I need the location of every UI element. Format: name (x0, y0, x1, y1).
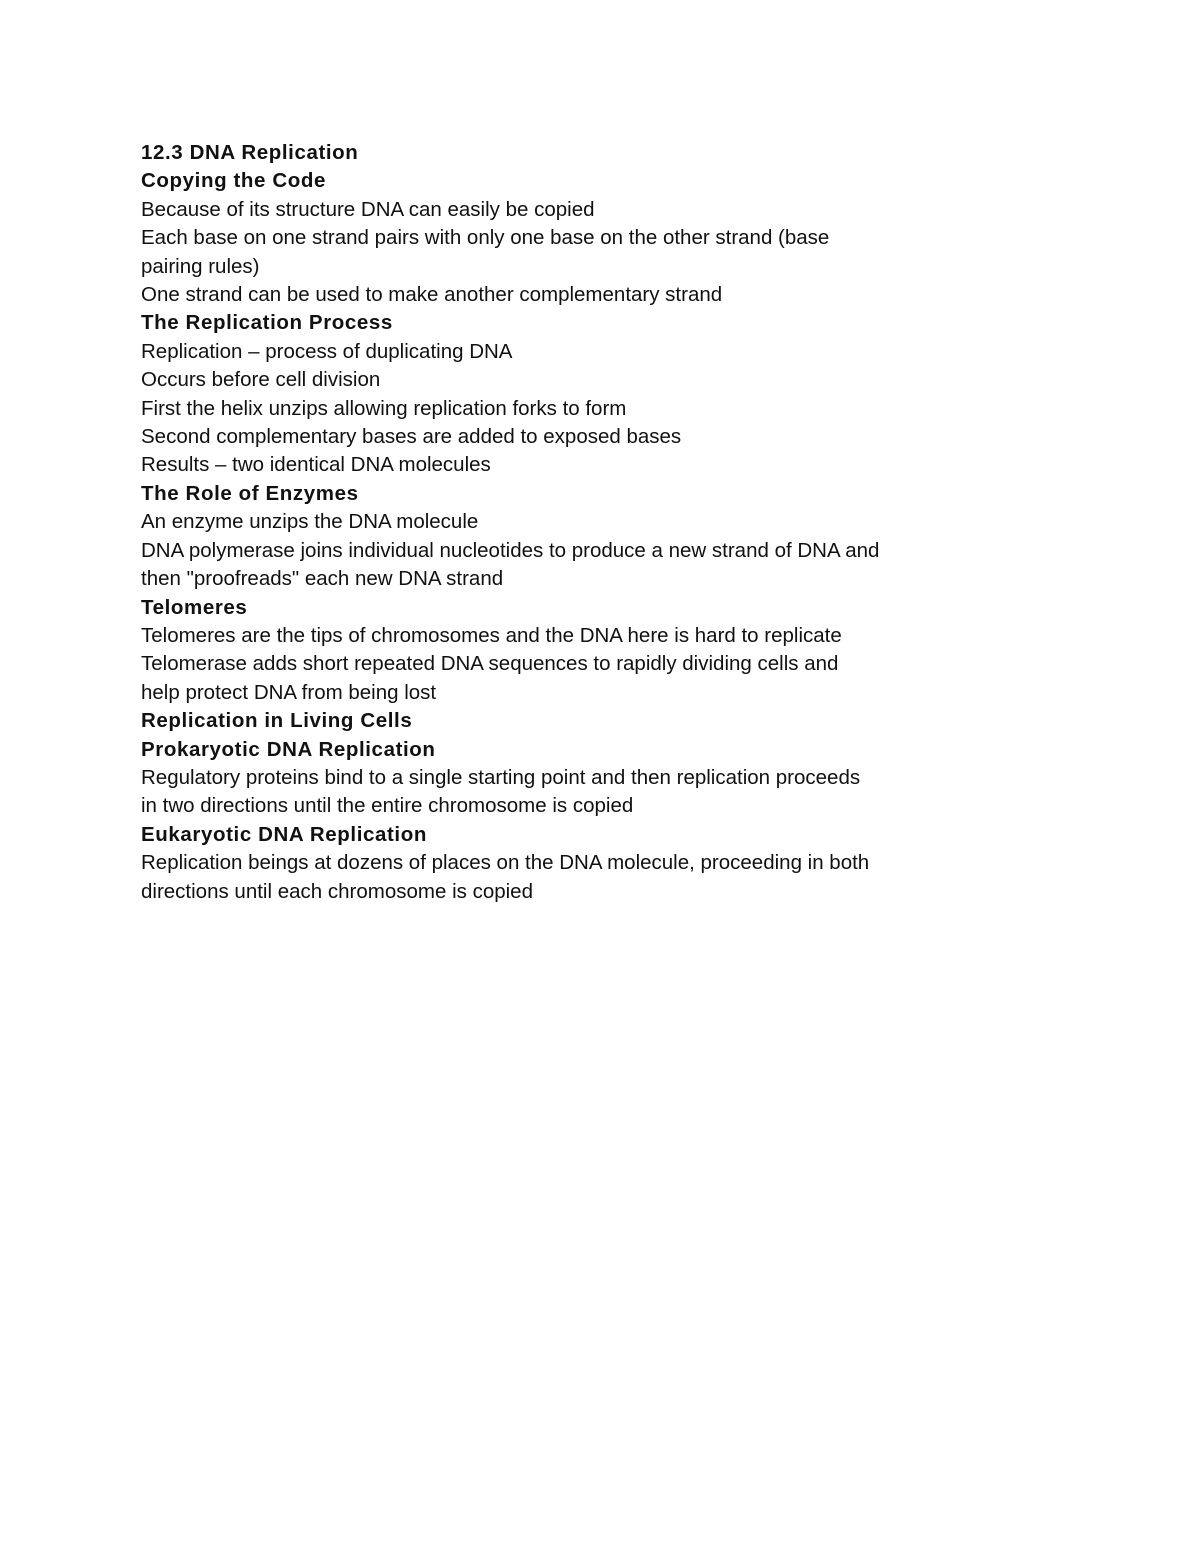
paragraph-line: Replication beings at dozens of places on the DNA molecule, proceeding in both directions until each chromosome is copied (141, 851, 870, 903)
section-heading: The Replication Process (141, 311, 393, 335)
section-heading: Telomeres (141, 595, 248, 619)
paragraph-line: Because of its structure DNA can easily be copied (141, 197, 595, 221)
paragraph-line: Telomeres are the tips of chromosomes and the DNA here is hard to replicate (141, 623, 842, 647)
paragraph-line: DNA polymerase joins individual nucleotides to produce a new strand of DNA and then "proofreads" each new DNA strand (141, 538, 880, 591)
paragraph-line: Telomerase adds short repeated DNA sequences to rapidly dividing cells and help protect DNA from being lost (141, 652, 839, 704)
document-title: 12.3 DNA Replication (141, 141, 359, 164)
paragraph-line: Second complementary bases are added to exposed bases (141, 425, 682, 449)
subsection-heading: Eukaryotic DNA Replication (141, 822, 427, 846)
paragraph-line: First the helix unzips allowing replication forks to form (141, 396, 627, 420)
document-body (141, 139, 881, 906)
section-heading: The Role of Enzymes (141, 481, 359, 505)
paragraph-line: Occurs before cell division (141, 368, 381, 392)
section-heading: Copying the Code (141, 169, 326, 193)
section-heading: Replication in Living Cells (141, 709, 413, 733)
paragraph-line: An enzyme unzips the DNA molecule (141, 510, 479, 534)
paragraph-line: Each base on one strand pairs with only one base on the other strand (base pairing rules) (141, 226, 830, 278)
paragraph-line: Results – two identical DNA molecules (141, 453, 491, 477)
subsection-heading: Prokaryotic DNA Replication (141, 737, 436, 761)
paragraph-line: One strand can be used to make another complementary strand (141, 283, 723, 307)
paragraph-line: Regulatory proteins bind to a single starting point and then replication proceeds in two directions until the entire chromosome is copied (141, 765, 861, 818)
paragraph-line: Replication – process of duplicating DNA (141, 339, 513, 363)
